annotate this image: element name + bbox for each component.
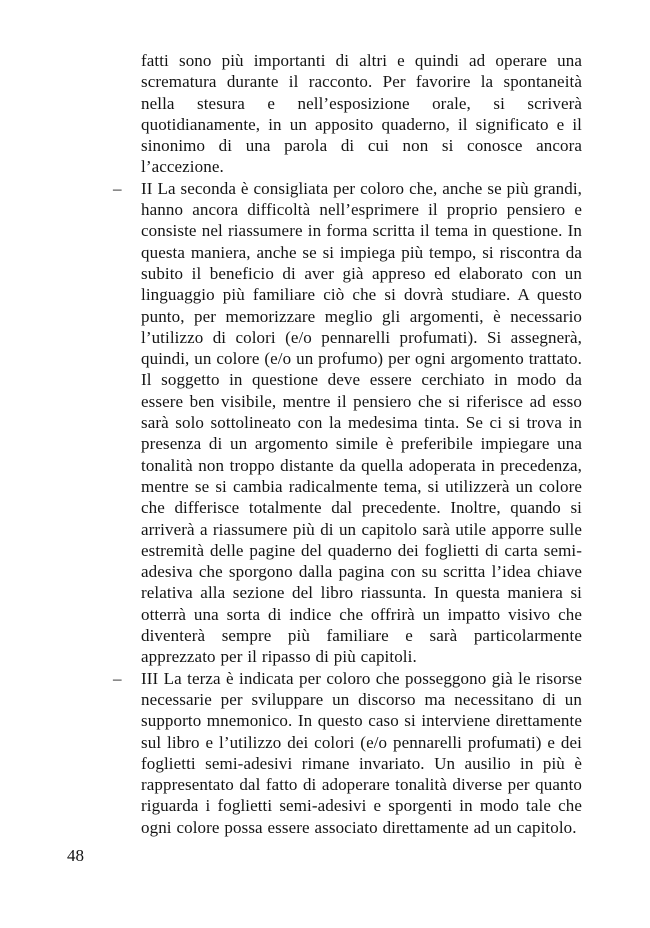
list-item-third-method — [113, 668, 582, 838]
list-item-text: II La seconda è consigliata per coloro che, anche se più grandi, hanno ancora difficoltà nell’esprimere il proprio pensiero e consiste nel riassumere in forma scritta il tema in questione. In questa maniera, anche se si impiega più tempo, si riscontra da subito il beneficio di aver già appreso ed elaborato con un linguaggio più familiare ciò che si dovrà studiare. A questo punto, per memorizzare meglio gli argomenti, è necessario l’utilizzo di colori (e/o pennarelli profumati). Si assegnerà, quindi, un colore (e/o un profumo) per ogni argomento trattato. Il soggetto in questione deve essere cerchiato in modo da essere ben visibile, mentre il pensiero che si riferisce ad esso sarà solo sottolineato con la medesima tinta. Se ci si trova in presenza di un argomento simile è preferibile impiegare una tonalità non troppo distante da quella adoperata in precedenza, mentre se si cambia radicalmente tema, si utilizzerà un colore che differisce totalmente dal precedente. Inoltre, quando si arriverà a riassumere più di un capitolo sarà utile apporre sulle estremità delle pagine del quaderno dei foglietti di carta semi-adesiva che sporgono dalla pagina con su scritta l’idea chiave relativa alla sezione del libro riassunta. In questa maniera si otterrà una sorta di indice che offrirà un impatto visivo che diventerà sempre più familiare e sarà particolarmente apprezzato per il ripasso di più capitoli. — [141, 178, 582, 667]
paragraph-text: fatti sono più importanti di altri e quindi ad operare una scrematura durante il racconto. Per favorire la spontaneità nella stesura e nell’esposizione orale, si scriverà quotidianamente, in un apposito quaderno, il significato e il sinonimo di una parola di cui non si conosce ancora l’accezione. — [141, 51, 582, 177]
list-item-second-method — [113, 178, 582, 668]
paragraph-continuation — [141, 50, 582, 178]
list-item-text: III La terza è indicata per coloro che posseggono già le risorse necessarie per sviluppare un discorso ma necessitano di un supporto mnemonico. In questo caso si interviene direttamente sul libro e l’utilizzo dei colori (e/o pennarelli profumati) e dei foglietti semi-adesivi rimane invariato. Un ausilio in più è rappresentato dal fatto di adoperare tonalità diverse per quanto riguarda i foglietti semi-adesivi e sporgenti in modo tale che ogni colore possa essere associato direttamente ad un capitolo. — [141, 668, 582, 837]
dash-marker: – — [113, 178, 122, 198]
text-block — [113, 50, 582, 838]
page-number: 48 — [67, 846, 84, 865]
dash-marker: – — [113, 668, 122, 688]
